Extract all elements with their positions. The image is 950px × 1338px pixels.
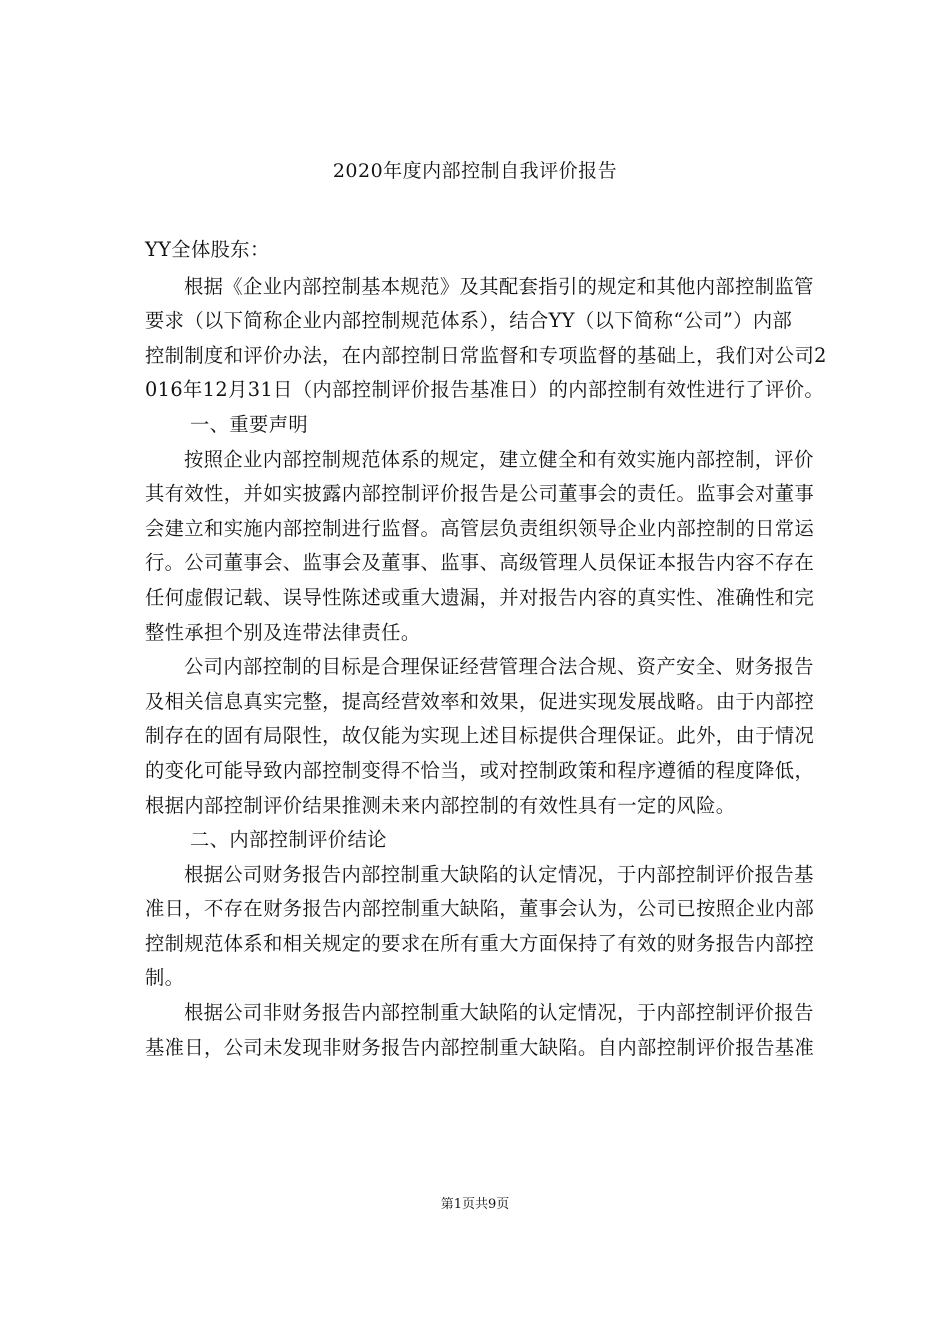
heading-text: 二、内部控制评价结论	[190, 828, 387, 852]
heading-text: 一、重要声明	[190, 412, 309, 436]
body-paragraph	[145, 650, 815, 823]
paragraph-line: 行。公司董事会、监事会及董事、监事、高级管理人员保证本报告内容不存在	[145, 551, 815, 575]
document-title: 2020年度内部控制自我评价报告	[332, 160, 618, 182]
paragraph-line: 控制制度和评价办法，在内部控制日常监督和专项监督的基础上，我们对公司2	[145, 343, 827, 367]
paragraph-line: 制存在的固有局限性，故仅能为实现上述目标提供合理保证。此外，由于情况	[145, 724, 815, 748]
paragraph-line: 根据《企业内部控制基本规范》及其配套指引的规定和其他内部控制监管	[184, 274, 814, 298]
paragraph-line: 会建立和实施内部控制进行监督。高管层负责组织领导企业内部控制的日常运	[145, 516, 815, 540]
paragraph-line: 按照企业内部控制规范体系的规定，建立健全和有效实施内部控制，评价	[184, 447, 814, 471]
greeting-line: YY全体股东：	[145, 238, 270, 261]
paragraph-line: 基准日，公司未发现非财务报告内部控制重大缺陷。自内部控制评价报告基准	[145, 1035, 815, 1059]
section-heading	[145, 823, 805, 858]
paragraph-line: 的变化可能导致内部控制变得不恰当，或对控制政策和程序遵循的程度降低，	[145, 758, 815, 782]
body-paragraph	[145, 270, 827, 408]
paragraph-line: 根据公司财务报告内部控制重大缺陷的认定情况，于内部控制评价报告基	[184, 862, 814, 886]
body-paragraph	[145, 443, 815, 651]
paragraph-line: 其有效性，并如实披露内部控制评价报告是公司董事会的责任。监事会对董事	[145, 482, 815, 506]
paragraph-line: 公司内部控制的目标是合理保证经营管理合法合规、资产安全、财务报告	[184, 655, 814, 679]
body-paragraph	[145, 996, 815, 1065]
paragraph-line: 制。	[145, 966, 185, 990]
paragraph-line: 根据公司非财务报告内部控制重大缺陷的认定情况，于内部控制评价报告	[184, 1001, 814, 1025]
paragraph-line: 016年12月31日（内部控制评价报告基准日）的内部控制有效性进行了评价。	[145, 378, 825, 402]
paragraph-line: 及相关信息真实完整，提高经营效率和效果，促进实现发展战略。由于内部控	[145, 689, 815, 713]
section-heading	[145, 408, 805, 443]
paragraph-line: 整性承担个别及连带法律责任。	[145, 620, 421, 644]
paragraph-line: 任何虚假记载、误导性陈述或重大遗漏，并对报告内容的真实性、准确性和完	[145, 585, 815, 609]
document-body	[145, 233, 827, 1065]
body-paragraph	[145, 858, 815, 996]
paragraph-line: 准日，不存在财务报告内部控制重大缺陷，董事会认为，公司已按照企业内部	[145, 897, 815, 921]
page-footer: 第1页共9页	[440, 1197, 510, 1212]
paragraph-line: 控制规范体系和相关规定的要求在所有重大方面保持了有效的财务报告内部控	[145, 931, 815, 955]
paragraph-line: 要求（以下简称企业内部控制规范体系），结合YY（以下简称“公司”）内部	[145, 309, 793, 333]
paragraph-line: 根据内部控制评价结果推测未来内部控制的有效性具有一定的风险。	[145, 793, 736, 817]
